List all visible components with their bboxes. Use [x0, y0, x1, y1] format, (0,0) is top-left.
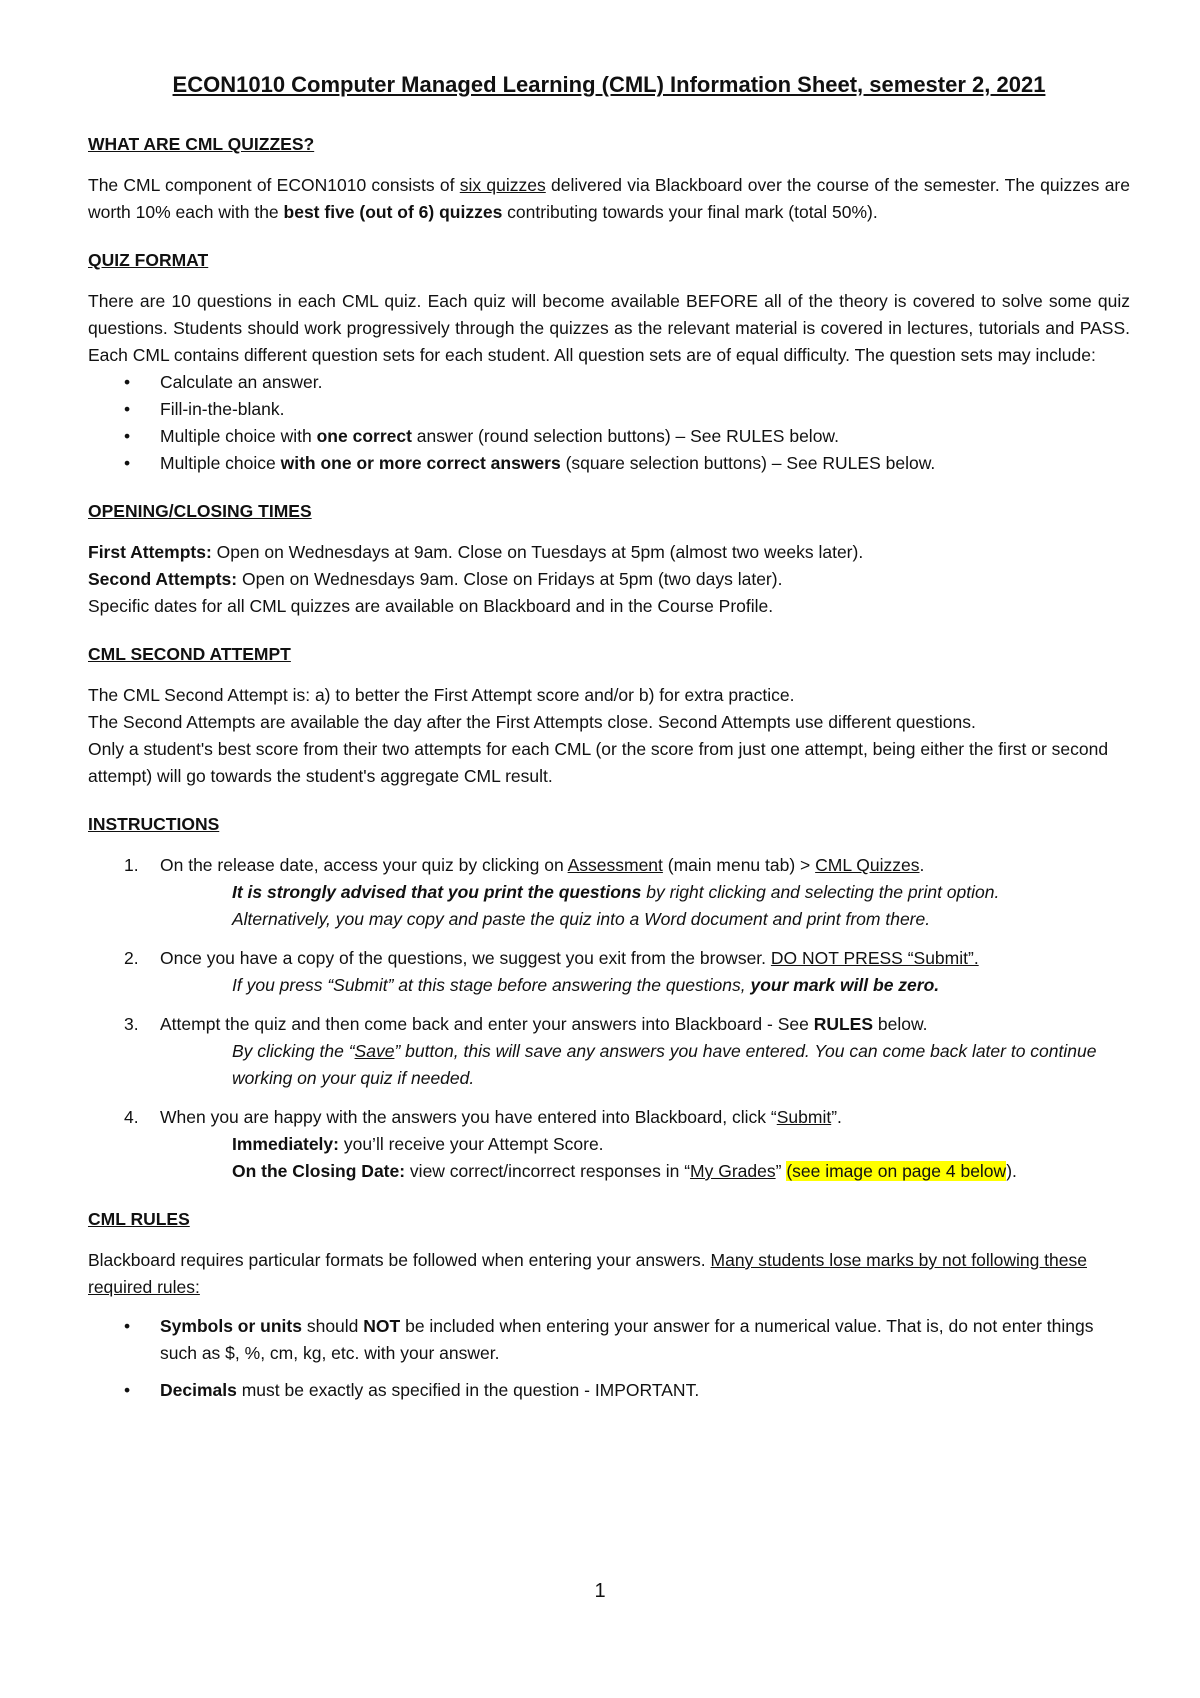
- paragraph: The CML Second Attempt is: a) to better the First Attempt score and/or b) for extra practice.: [88, 685, 795, 705]
- paragraph: [88, 566, 1130, 593]
- section-heading: INSTRUCTIONS: [88, 814, 220, 834]
- list-number: 3.: [124, 1014, 139, 1034]
- list-item: [88, 450, 1130, 477]
- text-bold: best five (out of 6) quizzes: [283, 202, 503, 222]
- paragraph: Specific dates for all CML quizzes are available on Blackboard and in the Course Profile.: [88, 596, 774, 616]
- text: delivered via Blackboard over the course of the semester. The quizzes are worth 10% each with the: [88, 175, 1130, 222]
- list-item: [88, 1104, 1130, 1185]
- bullet-icon: •: [124, 1380, 131, 1400]
- text-underlined: Submit: [776, 1107, 832, 1127]
- list-number: 1.: [124, 855, 139, 875]
- text-bold: Decimals: [160, 1380, 237, 1400]
- text: Attempt the quiz and then come back and enter your answers into Blackboard - See: [160, 1014, 814, 1034]
- text: On the release date, access your quiz by clicking on: [160, 855, 568, 875]
- list-item: [88, 1313, 1130, 1367]
- text: contributing towards your final mark (total 50%).: [502, 202, 878, 222]
- bullet-icon: •: [124, 1316, 131, 1336]
- text-underlined: Many students lose marks by not following these required rules:: [88, 1250, 1087, 1297]
- text: view correct/incorrect responses in “: [405, 1161, 691, 1181]
- list-item: [88, 1011, 1130, 1092]
- list-number: 4.: [124, 1107, 139, 1127]
- text: ”: [775, 1161, 787, 1181]
- text-bold: RULES: [813, 1014, 874, 1034]
- text-underlined: CML Quizzes: [815, 855, 920, 875]
- paragraph: [160, 852, 1130, 879]
- text: (square selection buttons) – See RULES below.: [560, 453, 936, 473]
- text: answer (round selection buttons) – See RULES below.: [411, 426, 839, 446]
- list-item: [88, 396, 1130, 423]
- paragraph: [88, 172, 1130, 226]
- section-heading: QUIZ FORMAT: [88, 250, 209, 270]
- text-underlined: Save: [354, 1041, 395, 1061]
- text: ).: [1006, 1161, 1017, 1181]
- section-instructions: [88, 812, 1130, 1185]
- text-bold: with one or more correct answers: [280, 453, 561, 473]
- text: .: [919, 855, 925, 875]
- list-item: [88, 852, 1130, 933]
- bullet-icon: •: [124, 399, 131, 419]
- page-number: 1: [594, 1580, 606, 1602]
- text: Once you have a copy of the questions, we suggest you exit from the browser.: [160, 948, 771, 968]
- section-heading: CML SECOND ATTEMPT: [88, 644, 291, 664]
- paragraph: [160, 1131, 1130, 1158]
- text-bold: NOT: [363, 1316, 401, 1336]
- text: Fill-in-the-blank.: [160, 399, 285, 419]
- paragraph: [160, 1104, 1130, 1131]
- section-heading: OPENING/CLOSING TIMES: [88, 501, 312, 521]
- list-item: [88, 1377, 1130, 1404]
- text-bold: Immediately:: [232, 1134, 339, 1154]
- paragraph: The Second Attempts are available the day after the First Attempts close. Second Attempts use different questions.: [88, 712, 976, 732]
- bullet-icon: •: [124, 426, 131, 446]
- bullet-icon: •: [124, 453, 131, 473]
- text: If you press “Submit” at this stage before answering the questions,: [232, 975, 751, 995]
- text-underlined: six quizzes: [459, 175, 546, 195]
- paragraph: There are 10 questions in each CML quiz. Each quiz will become available BEFORE all of the theory is covered to solve some quiz questions. Students should work progressively through the quizzes as the relevant material is covered in lectures, tutorials and PASS. Each CML contains different question sets for each student. All question sets are of equal difficulty. The question sets may include:: [88, 291, 1130, 365]
- text-underlined: My Grades: [690, 1161, 776, 1181]
- section-heading: CML RULES: [88, 1209, 190, 1229]
- text: by right clicking and selecting the print option.: [641, 882, 1000, 902]
- text: you’ll receive your Attempt Score.: [338, 1134, 604, 1154]
- text-underlined: DO NOT PRESS “Submit”.: [770, 948, 979, 968]
- text: must be exactly as specified in the question - IMPORTANT.: [236, 1380, 700, 1400]
- text: Multiple choice with: [160, 426, 317, 446]
- text: Open on Wednesdays 9am. Close on Fridays at 5pm (two days later).: [237, 569, 783, 589]
- paragraph: [160, 1158, 1130, 1185]
- text-bold: your mark will be zero.: [750, 975, 940, 995]
- text-bold: On the Closing Date:: [232, 1161, 406, 1181]
- document-title: ECON1010 Computer Managed Learning (CML) Information Sheet, semester 2, 2021: [172, 72, 1046, 97]
- text: Multiple choice: [160, 453, 281, 473]
- section-quiz-format: [88, 248, 1130, 477]
- text: ” button, this will save any answers you have entered. You can come back later to continue working on your quiz if needed.: [232, 1041, 1097, 1088]
- text-underlined: Assessment: [567, 855, 663, 875]
- text: (main menu tab) >: [662, 855, 816, 875]
- text: be included when entering your answer for a numerical value. That is, do not enter things such as $, %, cm, kg, etc. with your answer.: [160, 1316, 1094, 1363]
- paragraph: [88, 1247, 1130, 1301]
- text: below.: [873, 1014, 928, 1034]
- section-heading: WHAT ARE CML QUIZZES?: [88, 134, 315, 154]
- bullet-list: [88, 369, 1130, 477]
- text: The CML component of ECON1010 consists of: [88, 175, 460, 195]
- paragraph-italic: Alternatively, you may copy and paste the quiz into a Word document and print from there.: [232, 909, 931, 929]
- text: Calculate an answer.: [160, 372, 323, 392]
- section-cml-second-attempt: [88, 642, 1130, 790]
- text-bold: Symbols or units: [160, 1316, 302, 1336]
- paragraph: [160, 1011, 1130, 1038]
- paragraph: [160, 945, 1130, 972]
- paragraph-italic: [160, 972, 1130, 999]
- bullet-icon: •: [124, 372, 131, 392]
- text: ”.: [831, 1107, 842, 1127]
- bullet-list: [88, 1313, 1130, 1404]
- text: Open on Wednesdays at 9am. Close on Tuesdays at 5pm (almost two weeks later).: [211, 542, 864, 562]
- text-bold: Second Attempts:: [88, 569, 238, 589]
- section-opening-closing-times: [88, 499, 1130, 620]
- paragraph: Only a student's best score from their two attempts for each CML (or the score from just one attempt, being either the first or second attempt) will go towards the student's aggregate CML result.: [88, 739, 1109, 786]
- text-highlighted: (see image on page 4 below: [786, 1161, 1007, 1181]
- text: By clicking the “: [232, 1041, 355, 1061]
- list-item: [88, 945, 1130, 999]
- section-what-are-cml-quizzes: [88, 132, 1130, 226]
- list-item: [88, 369, 1130, 396]
- text: should: [301, 1316, 364, 1336]
- text: When you are happy with the answers you have entered into Blackboard, click “: [160, 1107, 777, 1127]
- paragraph-italic: [160, 879, 1130, 906]
- text-bold: First Attempts:: [88, 542, 212, 562]
- section-cml-rules: [88, 1207, 1130, 1404]
- list-item: [88, 423, 1130, 450]
- text: Blackboard requires particular formats be followed when entering your answers.: [88, 1250, 711, 1270]
- text-bold: It is strongly advised that you print the questions: [232, 882, 642, 902]
- paragraph: [88, 539, 1130, 566]
- list-number: 2.: [124, 948, 139, 968]
- document-page: [88, 72, 1130, 1426]
- text-bold: one correct: [316, 426, 412, 446]
- numbered-list: [88, 852, 1130, 1185]
- paragraph-italic: [160, 1038, 1130, 1092]
